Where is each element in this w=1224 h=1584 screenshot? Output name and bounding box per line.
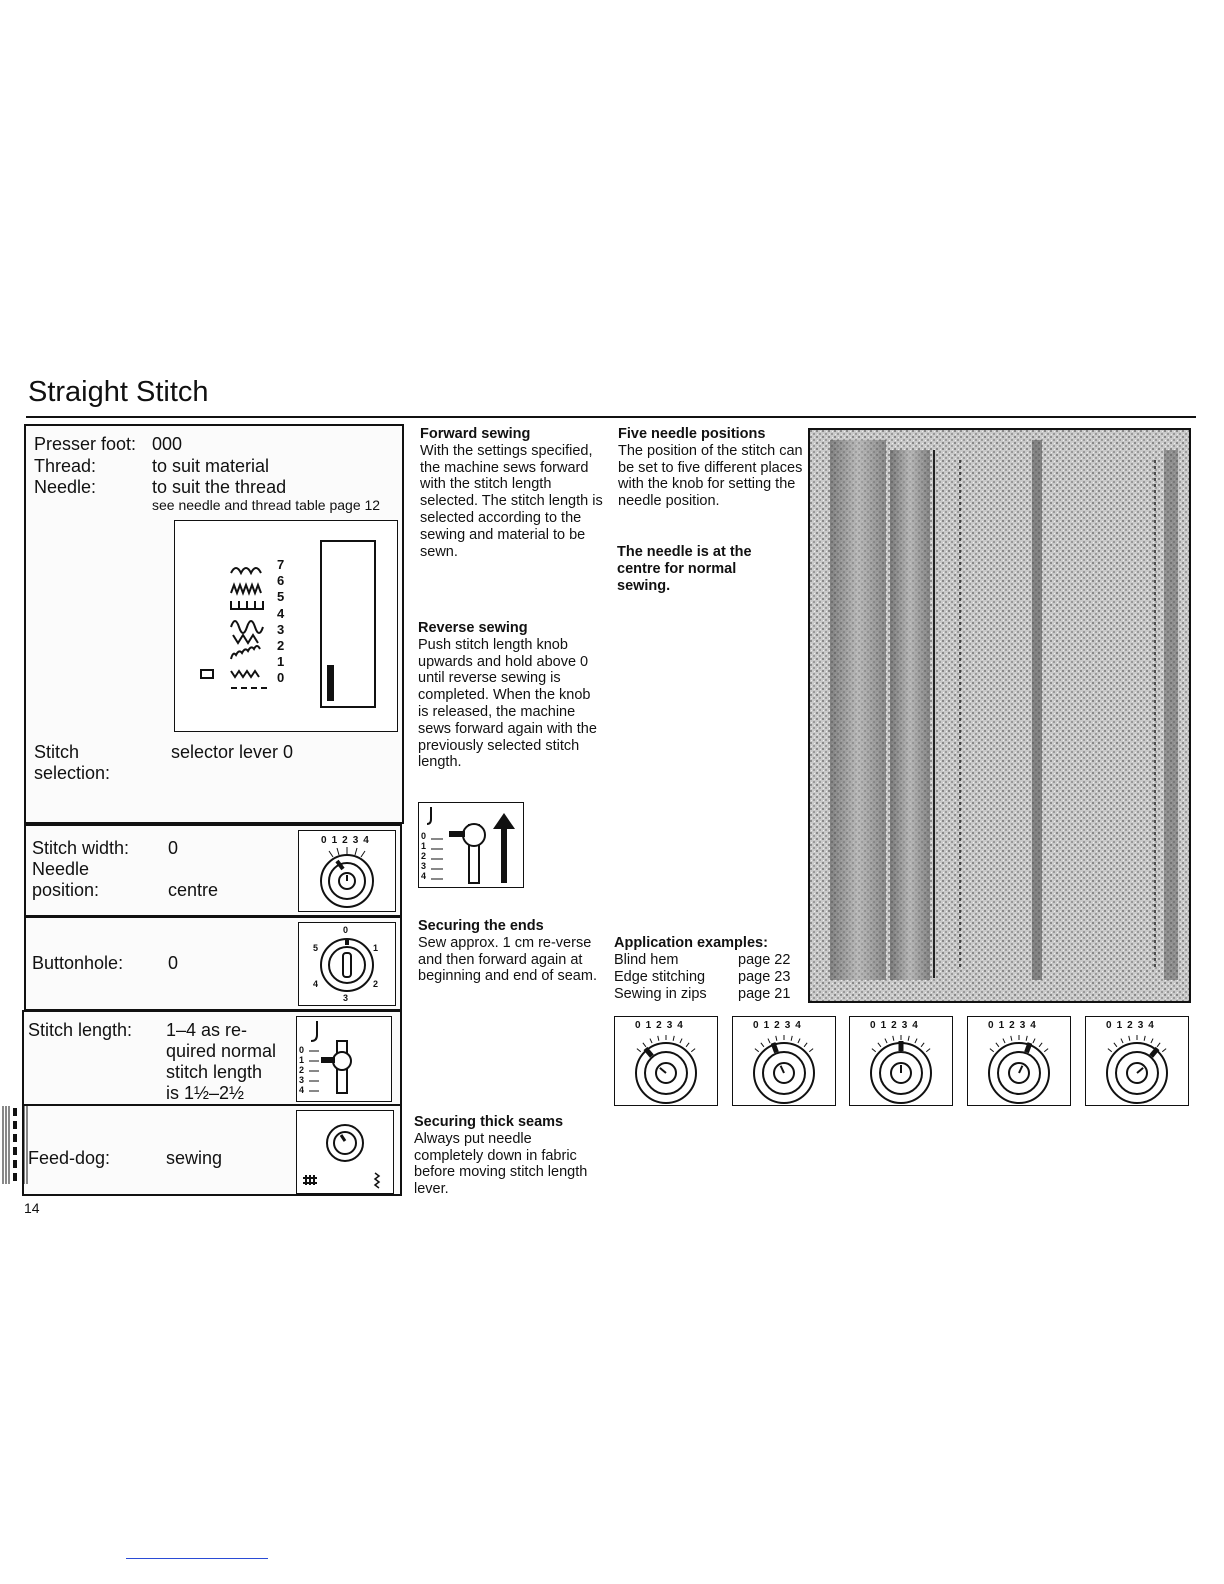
stitch-length-value-2: quired normal	[166, 1041, 277, 1061]
fabric-illustration	[810, 430, 1190, 1002]
dial-number: 2	[656, 1020, 667, 1031]
selector-num-5: 5	[277, 589, 285, 605]
application-item	[614, 952, 804, 969]
dial-pointer	[1027, 1043, 1030, 1052]
forward-sewing-body: With the settings specified, the machine sews forward with the stitch length selected. The stitch length is selected according to the sewing and material to be sewn.	[420, 442, 603, 560]
applications-section	[614, 935, 804, 1003]
dial-number: 2	[1009, 1020, 1020, 1031]
dial-number: 4	[795, 1020, 806, 1031]
buttonhole-dial-box	[298, 922, 396, 1006]
page-number: 14	[24, 1200, 40, 1216]
stitch-selection-label-1: Stitch	[34, 742, 80, 762]
dial-number: 4	[1030, 1020, 1041, 1031]
settings-panel-main	[24, 424, 404, 824]
bh-num-1: 1	[373, 943, 379, 953]
selector-num-3: 3	[277, 621, 285, 637]
bh-num-4: 4	[313, 979, 319, 989]
needle-note: see needle and thread table page 12	[152, 497, 381, 513]
dial-icon	[968, 1017, 1070, 1105]
reverse-scale-0: 0	[421, 831, 427, 841]
selector-indicator-icon	[201, 670, 213, 678]
forward-sewing-section	[420, 426, 610, 560]
securing-ends-heading: Securing the ends	[418, 918, 544, 934]
fabric-sample-photo	[808, 428, 1191, 1003]
length-scale-2: 2	[299, 1065, 305, 1075]
width-dial-num-1: 1	[331, 835, 343, 846]
needle-label: Needle:	[34, 477, 97, 497]
footer-rule	[126, 1558, 268, 1559]
five-positions-heading: Five needle positions	[618, 426, 766, 442]
selector-lever-icon	[327, 665, 334, 701]
stitch-length-value-4: is 1½–2½	[166, 1083, 245, 1103]
dial-number: 3	[1019, 1020, 1031, 1031]
application-name: Blind hem	[614, 951, 679, 968]
buttonhole-panel	[24, 916, 402, 1011]
reverse-scale-4: 4	[421, 871, 427, 881]
dial-number: 2	[774, 1020, 785, 1031]
needle-position-dial-2	[849, 1016, 953, 1106]
length-scale-3: 3	[299, 1075, 305, 1085]
dial-number: 1	[880, 1020, 892, 1031]
dial-number: 0	[1106, 1020, 1117, 1031]
needle-position-dial-3	[967, 1016, 1071, 1106]
securing-ends-body: Sew approx. 1 cm re-verse and then forward again at beginning and end of seam.	[418, 934, 597, 985]
stitch-3-icon	[233, 635, 258, 643]
thread-label: Thread:	[34, 456, 97, 476]
reverse-scale-1: 1	[421, 841, 427, 851]
feed-dog-label: Feed-dog:	[28, 1148, 111, 1168]
feed-dog-panel	[22, 1104, 402, 1196]
dial-icon	[733, 1017, 835, 1105]
selector-num-2: 2	[277, 638, 285, 654]
reverse-scale-3: 3	[421, 861, 427, 871]
application-page: page 21	[738, 985, 791, 1002]
dial-number: 0	[988, 1020, 999, 1031]
forward-sewing-heading: Forward sewing	[420, 426, 531, 442]
dial-number: 2	[1127, 1020, 1138, 1031]
page-title: Straight Stitch	[28, 376, 209, 408]
dial-icon	[615, 1017, 717, 1105]
reverse-sewing-body: Push stitch length knob upwards and hold above 0 until reverse sewing is completed. When the knob is released, the machine sews forward again with the previously selected stitch length.	[418, 636, 597, 771]
dial-number: 4	[677, 1020, 688, 1031]
length-scale-0: 0	[299, 1045, 305, 1055]
presser-foot-value: 000	[152, 434, 183, 454]
stitch-selection-label-2: selection:	[34, 763, 111, 783]
presser-foot-label: Presser foot:	[34, 434, 137, 454]
dial-number: 0	[870, 1020, 881, 1031]
dial-icon	[1086, 1017, 1188, 1105]
dial-number: 3	[666, 1020, 678, 1031]
selector-num-6: 6	[277, 573, 285, 589]
stitch-5-icon	[231, 601, 263, 609]
thread-value: to suit material	[152, 456, 270, 476]
bh-num-2: 2	[373, 979, 379, 989]
length-scale-4: 4	[299, 1085, 305, 1095]
dial-number: 3	[901, 1020, 913, 1031]
selector-num-0: 0	[277, 670, 285, 686]
length-scale-1: 1	[299, 1055, 305, 1065]
securing-ends-section	[418, 918, 604, 985]
reverse-knob-diagram	[418, 802, 524, 888]
stitch-7-icon	[231, 568, 261, 573]
needle-value: to suit the thread	[152, 477, 287, 497]
needle-position-label-1: Needle	[32, 859, 90, 879]
stitch-length-value-3: stitch length	[166, 1062, 263, 1082]
thick-seams-section	[414, 1114, 594, 1198]
dial-number: 1	[645, 1020, 657, 1031]
stitch-pattern-icons	[175, 521, 399, 733]
bh-num-0: 0	[343, 925, 349, 935]
stitch-length-value-1: 1–4 as re-	[166, 1020, 248, 1040]
needle-position-label-2: position:	[32, 880, 100, 900]
selector-num-1: 1	[277, 654, 285, 670]
stitch-length-knob-box	[296, 1016, 392, 1102]
application-item	[614, 986, 804, 1003]
stitch-length-panel	[22, 1010, 402, 1106]
dial-pointer	[773, 1043, 776, 1052]
dial-number: 3	[784, 1020, 796, 1031]
width-dial-num-0: 0	[321, 835, 332, 846]
reverse-sewing-section	[418, 620, 604, 771]
width-dial-num-3: 3	[352, 835, 364, 846]
stitch-width-label: Stitch width:	[32, 838, 130, 858]
stitch-line-4	[0, 1106, 30, 1184]
stitch-length-label: Stitch length:	[28, 1020, 133, 1040]
five-positions-body: The position of the stitch can be set to five different places with the knob for setting the needle position.	[618, 442, 803, 510]
stitch-length-knob-icon	[297, 1017, 391, 1101]
dial-number: 0	[753, 1020, 764, 1031]
needle-position-dial-1	[732, 1016, 836, 1106]
bh-num-5: 5	[313, 943, 319, 953]
dial-number: 3	[1137, 1020, 1149, 1031]
stitch-selection-value: selector lever 0	[171, 742, 294, 762]
stitch-width-dial-icon	[299, 831, 395, 911]
stitch-width-panel	[24, 824, 402, 917]
dial-pointer	[645, 1048, 651, 1056]
application-name: Edge stitching	[614, 968, 706, 985]
five-positions-section	[618, 426, 808, 510]
dial-number: 2	[891, 1020, 902, 1031]
feed-dog-knob-icon	[297, 1111, 393, 1193]
feed-dog-box	[296, 1110, 394, 1194]
needle-position-dial-0	[614, 1016, 718, 1106]
buttonhole-label: Buttonhole:	[32, 953, 124, 973]
stitch-6-icon	[231, 585, 261, 593]
reverse-scale-2: 2	[421, 851, 427, 861]
dial-number: 1	[1116, 1020, 1128, 1031]
dial-icon	[850, 1017, 952, 1105]
applications-heading: Application examples:	[614, 935, 768, 951]
needle-position-value: centre	[168, 880, 219, 900]
selector-num-7: 7	[277, 557, 285, 572]
width-dial-num-2: 2	[342, 835, 353, 846]
selector-num-4: 4	[277, 605, 285, 621]
needle-position-dial-4	[1085, 1016, 1189, 1106]
dial-number: 4	[912, 1020, 923, 1031]
dial-number: 0	[635, 1020, 646, 1031]
dial-number: 1	[998, 1020, 1010, 1031]
centre-note: The needle is at the centre for normal sewing.	[617, 544, 752, 594]
reverse-knob-icon	[419, 803, 523, 887]
buttonhole-value: 0	[168, 953, 179, 973]
stitch-width-dial-box	[298, 830, 396, 912]
thick-seams-body: Always put needle completely down in fabric before moving stitch length lever.	[414, 1130, 588, 1198]
dial-number: 1	[763, 1020, 775, 1031]
application-page: page 23	[738, 968, 791, 985]
stitch-1-icon	[231, 671, 259, 677]
stitch-selector-diagram	[174, 520, 398, 732]
width-dial-num-4: 4	[363, 835, 374, 846]
dial-pointer	[1151, 1048, 1157, 1056]
title-rule	[26, 416, 1196, 418]
thick-seams-heading: Securing thick seams	[414, 1114, 564, 1130]
application-page: page 22	[738, 951, 791, 968]
stitch-2-icon	[231, 646, 260, 659]
application-name: Sewing in zips	[614, 985, 707, 1002]
stitch-4-icon	[231, 621, 263, 633]
feed-dog-value: sewing	[166, 1148, 223, 1168]
application-item	[614, 969, 804, 986]
stitch-width-value: 0	[168, 838, 179, 858]
reverse-sewing-heading: Reverse sewing	[418, 620, 528, 636]
dial-number: 4	[1148, 1020, 1159, 1031]
bh-num-3: 3	[343, 993, 349, 1003]
